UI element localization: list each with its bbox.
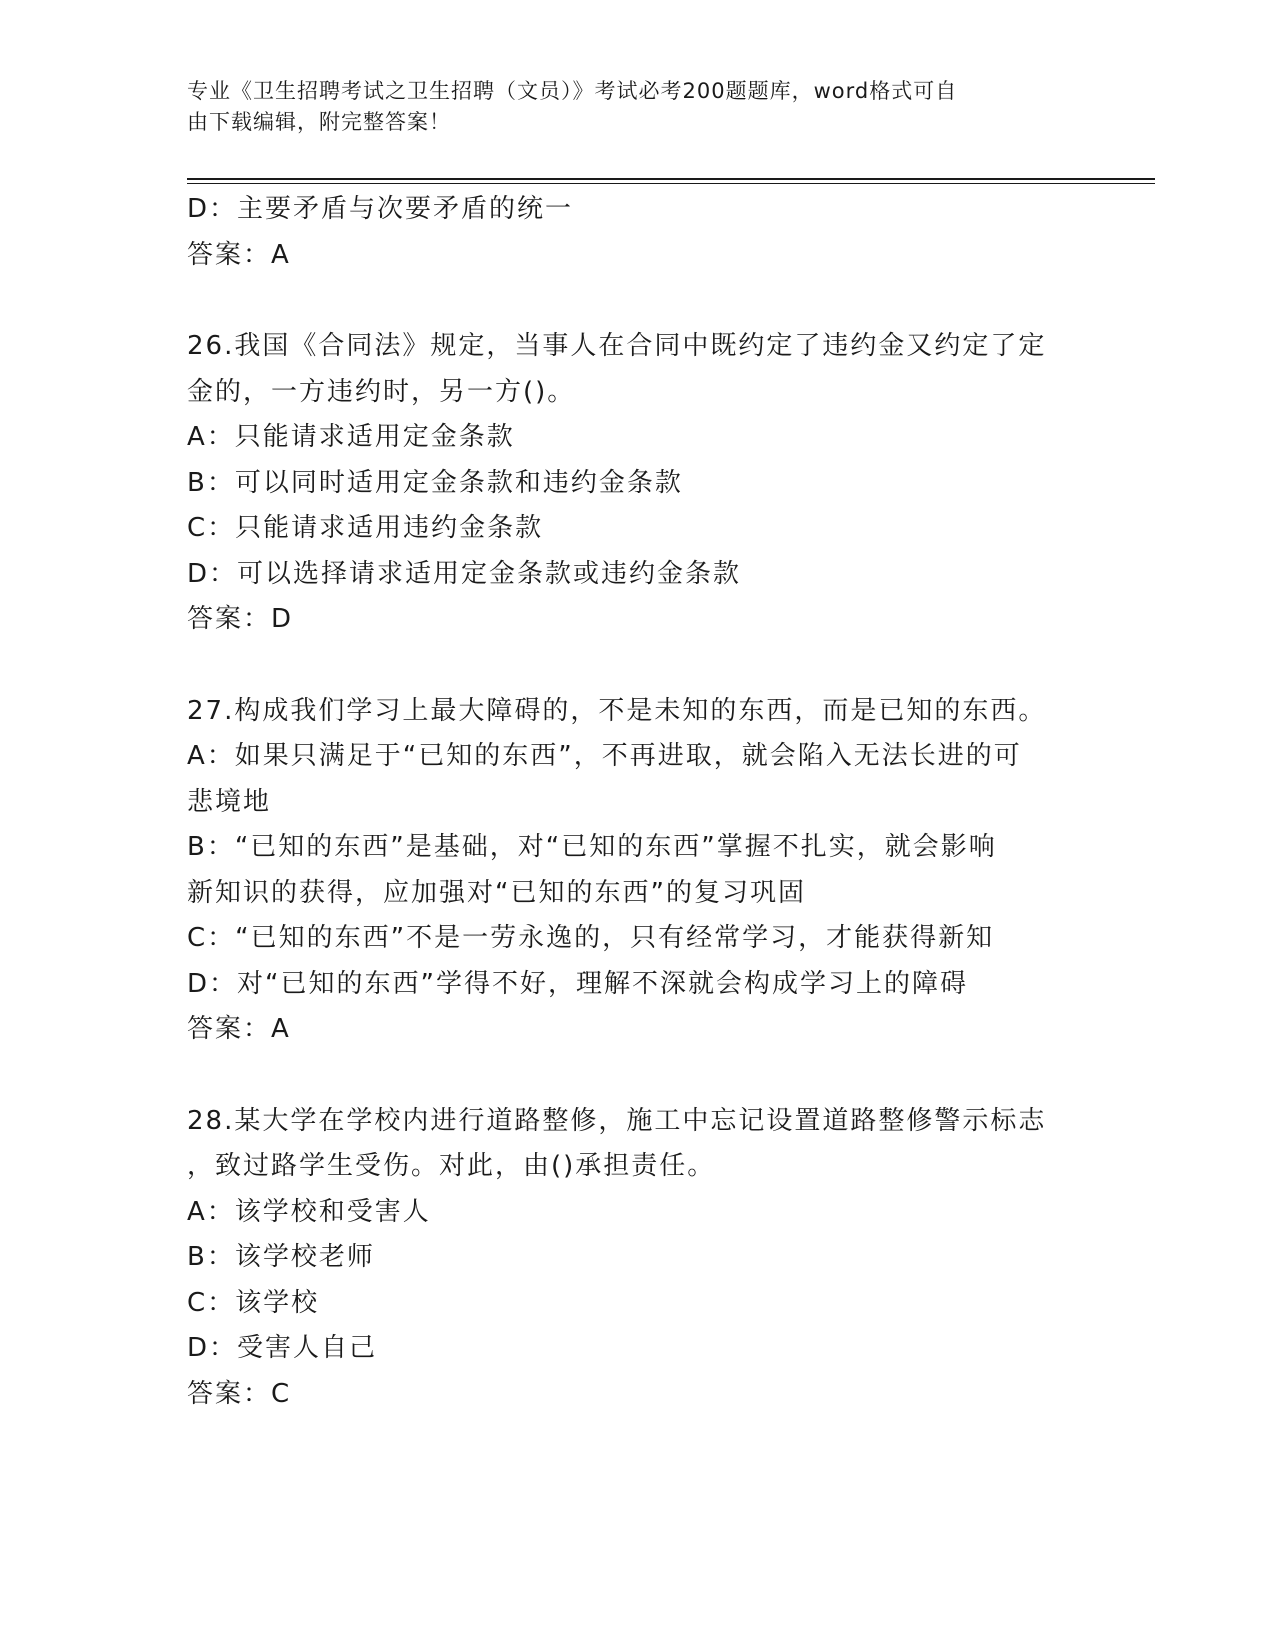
question-stem: 27.构成我们学习上最大障碍的，不是未知的东西，而是已知的东西。 (187, 695, 1047, 726)
option-d: D：受害人自己 (187, 1333, 378, 1363)
option-a-continued: 悲境地 (187, 786, 272, 817)
question-stem: 28.某大学在学校内进行道路整修，施工中忘记设置道路整修警示标志 (187, 1105, 1047, 1136)
header-line-1: 专业《卫生招聘考试之卫生招聘（文员）》考试必考200题题库，word格式可自 (187, 79, 958, 103)
question-stem: ，致过路学生受伤。对此，由()承担责任。 (187, 1151, 716, 1181)
header-divider (187, 178, 1155, 184)
question-28 (187, 1099, 1067, 1418)
option-c: C：“已知的东西”不是一劳永逸的，只有经常学习，才能获得新知 (187, 923, 995, 953)
document-body (187, 187, 1067, 1417)
option-d: D：主要矛盾与次要矛盾的统一 (187, 194, 574, 224)
header-line-2: 由下载编辑，附完整答案！ (187, 110, 451, 134)
question-27 (187, 689, 1067, 1053)
option-b: B：该学校老师 (187, 1242, 375, 1272)
answer-line: 答案：A (187, 1014, 291, 1044)
question-stem: 26.我国《合同法》规定，当事人在合同中既约定了违约金又约定了定 (187, 331, 1047, 361)
option-b-continued: 新知识的获得，应加强对“已知的东西”的复习巩固 (187, 877, 806, 908)
answer-line: 答案：D (187, 604, 294, 634)
option-c: C：只能请求适用违约金条款 (187, 513, 544, 543)
question-26 (187, 324, 1067, 643)
page-header (187, 76, 1067, 138)
option-c: C：该学校 (187, 1287, 320, 1318)
question-stem: 金的，一方违约时，另一方()。 (187, 376, 576, 407)
option-b: B：可以同时适用定金条款和违约金条款 (187, 467, 683, 498)
option-b: B：“已知的东西”是基础，对“已知的东西”掌握不扎实，就会影响 (187, 832, 997, 862)
option-a: A：如果只满足于“已知的东西”，不再进取，就会陷入无法长进的可 (187, 741, 1022, 771)
option-d: D：可以选择请求适用定金条款或违约金条款 (187, 558, 742, 589)
option-d: D：对“已知的东西”学得不好，理解不深就会构成学习上的障碍 (187, 968, 968, 999)
option-a: A：该学校和受害人 (187, 1196, 431, 1227)
option-a: A：只能请求适用定金条款 (187, 422, 515, 452)
answer-line: 答案：C (187, 1378, 292, 1409)
answer-line: 答案：A (187, 239, 291, 270)
previous-question-tail (187, 187, 1067, 278)
